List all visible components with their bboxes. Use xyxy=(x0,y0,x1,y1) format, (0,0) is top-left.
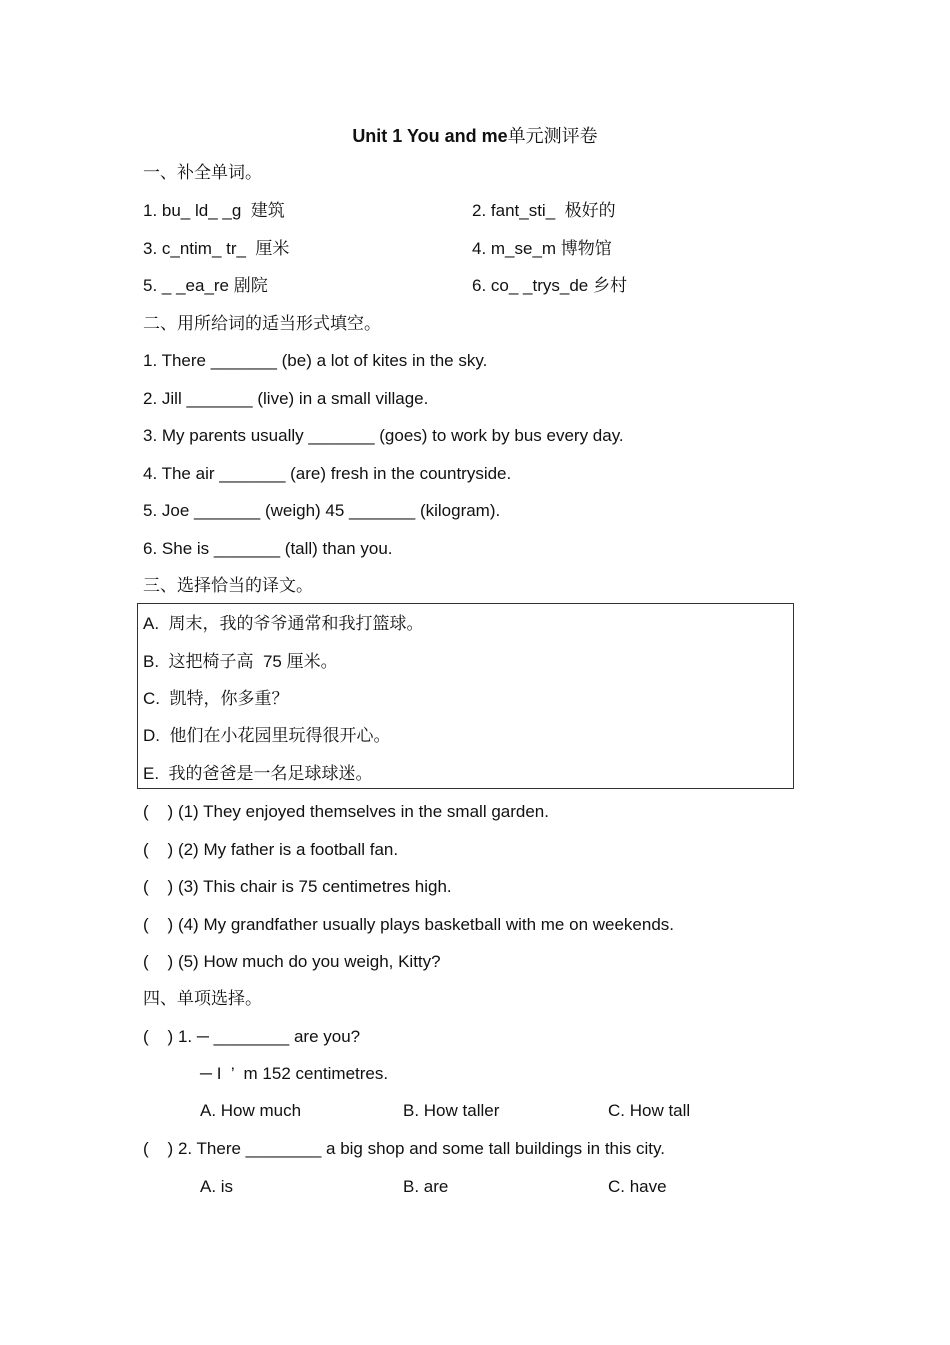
section-3-heading: 三、选择恰当的译文。 xyxy=(143,576,313,595)
s1-item-4: 4. m_se_m 博物馆 xyxy=(472,239,612,258)
s1-item-1: 1. bu_ ld_ _g 建筑 xyxy=(143,201,285,220)
s3-option-c: C. 凯特，你多重？ xyxy=(143,689,289,708)
s4-q1-option-b: B. How taller xyxy=(403,1101,500,1120)
s1-item-2: 2. fant_sti_ 极好的 xyxy=(472,201,616,220)
section-2-heading: 二、用所给词的适当形式填空。 xyxy=(143,314,381,333)
s2-item-5: 5. Joe _______ (weigh) 45 _______ (kilogram). xyxy=(143,501,501,520)
page-title xyxy=(0,125,950,147)
s3-option-e: E. 我的爸爸是一名足球球迷。 xyxy=(143,764,373,783)
s1-item-3: 3. c_ntim_ tr_ 厘米 xyxy=(143,239,290,258)
s4-q2-option-b: B. are xyxy=(403,1177,449,1196)
s2-item-6: 6. She is _______ (tall) than you. xyxy=(143,539,393,558)
s4-q2-option-a: A. is xyxy=(200,1177,234,1196)
s3-item-5: ( ) (5) How much do you weigh, Kitty? xyxy=(143,952,441,971)
section-4-heading: 四、单项选择。 xyxy=(143,989,262,1008)
s3-item-1: ( ) (1) They enjoyed themselves in the small garden. xyxy=(143,802,549,821)
s2-item-4: 4. The air _______ (are) fresh in the countryside. xyxy=(143,464,512,483)
s3-item-4: ( ) (4) My grandfather usually plays basketball with me on weekends. xyxy=(143,915,675,934)
s1-item-6: 6. co_ _trys_de 乡村 xyxy=(472,276,627,295)
s4-q1-stem: ( ) 1. ─ ________ are you? xyxy=(143,1027,361,1046)
s4-q1-option-c: C. How tall xyxy=(608,1101,691,1120)
s3-option-b: B. 这把椅子高 75 厘米。 xyxy=(143,652,338,671)
title-bold: Unit 1 You and me xyxy=(352,126,508,146)
s4-q2-stem: ( ) 2. There ________ a big shop and some tall buildings in this city. xyxy=(143,1139,665,1158)
s4-q2-option-c: C. have xyxy=(608,1177,667,1196)
s2-item-2: 2. Jill _______ (live) in a small village. xyxy=(143,389,429,408)
section-1-heading: 一、补全单词。 xyxy=(143,163,262,182)
s4-q1-reply: ─ I ’ m 152 centimetres. xyxy=(200,1064,389,1083)
s3-option-d: D. 他们在小花园里玩得很开心。 xyxy=(143,726,391,745)
s2-item-1: 1. There _______ (be) a lot of kites in the sky. xyxy=(143,351,488,370)
s3-item-3: ( ) (3) This chair is 75 centimetres high. xyxy=(143,877,452,896)
s3-item-2: ( ) (2) My father is a football fan. xyxy=(143,840,399,859)
s4-q1-option-a: A. How much xyxy=(200,1101,302,1120)
title-rest: 单元测评卷 xyxy=(507,126,598,146)
s1-item-5: 5. _ _ea_re 剧院 xyxy=(143,276,268,295)
s2-item-3: 3. My parents usually _______ (goes) to work by bus every day. xyxy=(143,426,624,445)
s3-option-a: A. 周末，我的爷爷通常和我打篮球。 xyxy=(143,614,424,633)
